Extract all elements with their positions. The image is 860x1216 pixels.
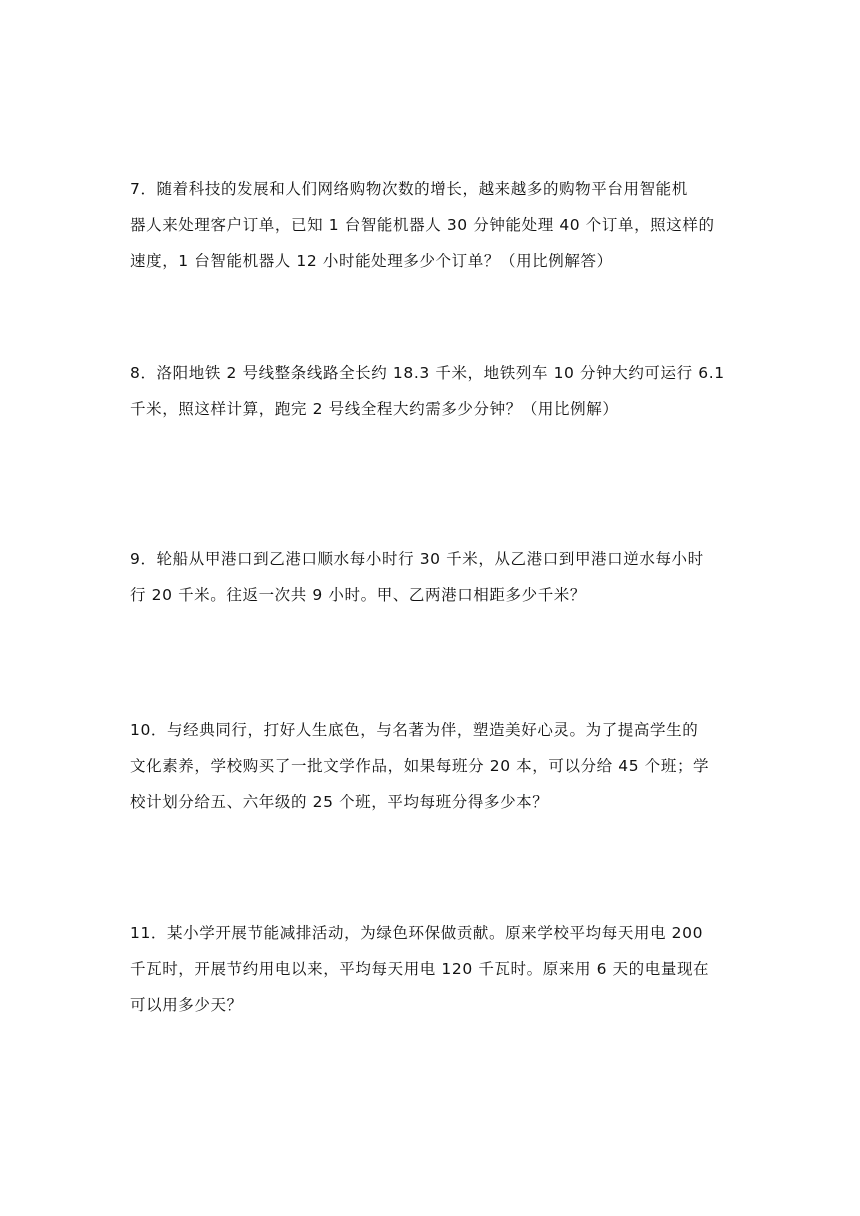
problem-11-line-3: 可以用多少天？ bbox=[130, 996, 243, 1014]
problem-8-line-2: 千米，照这样计算，跑完 2 号线全程大约需多少分钟？（用比例解） bbox=[130, 400, 619, 418]
problem-11-line-1: 11．某小学开展节能减排活动，为绿色环保做贡献。原来学校平均每天用电 200 bbox=[130, 924, 704, 942]
problem-10 bbox=[130, 712, 742, 820]
problem-11-line-2: 千瓦时，开展节约用电以来，平均每天用电 120 千瓦时。原来用 6 天的电量现在 bbox=[130, 960, 710, 978]
problem-9 bbox=[130, 541, 742, 613]
problem-9-line-2: 行 20 千米。往返一次共 9 小时。甲、乙两港口相距多少千米？ bbox=[130, 586, 586, 604]
problem-8 bbox=[130, 355, 742, 427]
problem-11 bbox=[130, 915, 742, 1023]
problem-10-line-1: 10．与经典同行，打好人生底色，与名著为伴，塑造美好心灵。为了提高学生的 bbox=[130, 721, 699, 739]
problem-7 bbox=[130, 171, 742, 279]
problem-7-line-1: 7．随着科技的发展和人们网络购物次数的增长，越来越多的购物平台用智能机 bbox=[130, 180, 688, 198]
problem-10-line-3: 校计划分给五、六年级的 25 个班，平均每班分得多少本？ bbox=[130, 793, 549, 811]
problem-10-line-2: 文化素养，学校购买了一批文学作品，如果每班分 20 本，可以分给 45 个班；学 bbox=[130, 757, 710, 775]
problem-9-line-1: 9．轮船从甲港口到乙港口顺水每小时行 30 千米，从乙港口到甲港口逆水每小时 bbox=[130, 550, 704, 568]
problem-7-line-3: 速度，1 台智能机器人 12 小时能处理多少个订单？（用比例解答） bbox=[130, 252, 613, 270]
problem-8-line-1: 8．洛阳地铁 2 号线整条线路全长约 18.3 千米，地铁列车 10 分钟大约可运行 6.1 bbox=[130, 364, 725, 382]
problem-7-line-2: 器人来处理客户订单，已知 1 台智能机器人 30 分钟能处理 40 个订单，照这样的 bbox=[130, 216, 715, 234]
